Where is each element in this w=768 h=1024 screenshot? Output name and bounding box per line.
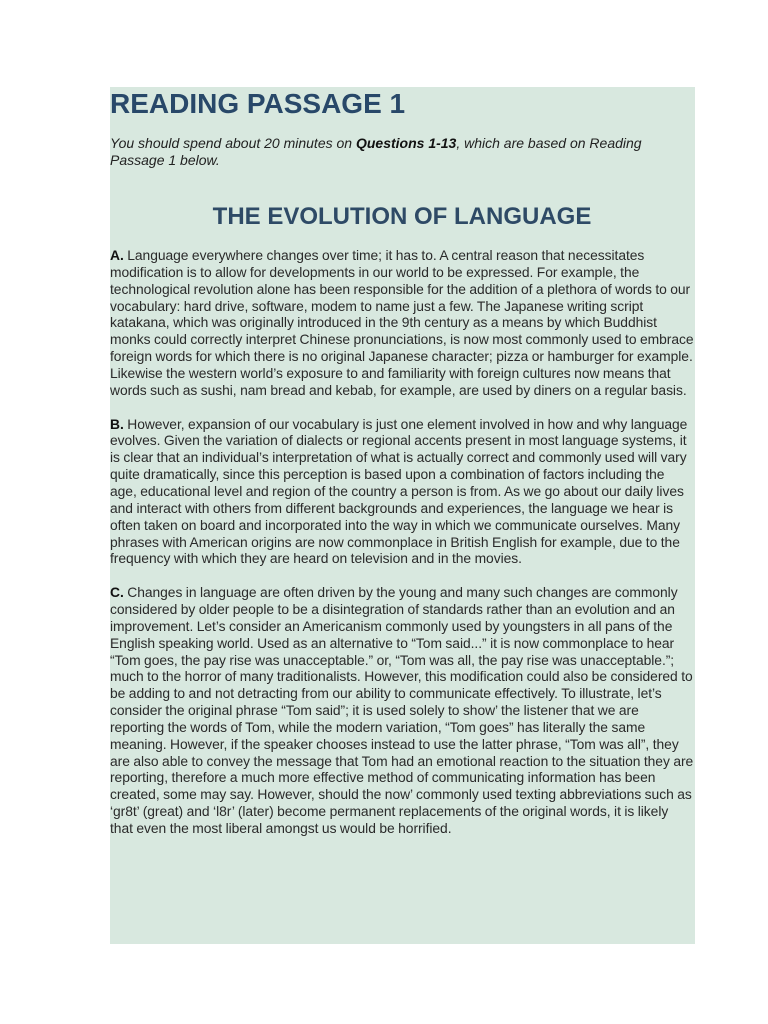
paragraph-text: However, expansion of our vocabulary is just one element involved in how and why language evolves. Given the variation of dialects or regional accents present in most language systems, it is clear that an individual’s interpretation of what is actually correct and commonly used will vary quite dramatically, since this perception is based upon a combination of factors including the age, educational level and region of the country a person is from. As we go about our daily lives and interact with others from different backgrounds and experiences, the language we hear is often taken on board and incorporated into the way in which we communicate ourselves. Many phrases with American origins are now commonplace in British English for example, due to the frequency with which they are heard on television and in the movies.	[110, 415, 688, 567]
paragraph-text: Changes in language are often driven by the young and many such changes are commonly considered by older people to be a disintegration of standards rather than an evolution and an improvement. Let’s consider an Americanism commonly used by youngsters in all pans of the English speaking world. Used as an alternative to “Tom said...” it is now commonplace to hear “Tom goes, the pay rise was unacceptable.” or, “Tom was all, the pay rise was unacceptable.”; much to the horror of many traditionalists. However, this modification could also be considered to be adding to and not detracting from our ability to communicate effectively. To illustrate, let’s consider the original phrase “Tom said”; it is used solely to show’ the listener that we are reporting the words of Tom, while the modern variation, “Tom goes” has literally the same meaning. However, if the speaker chooses instead to use the latter phrase, “Tom was all”, they are also able to convey the message that Tom had an emotional reaction to the situation they are reporting, therefore a much more effective method of communicating information has been created, some may say. However, should the now’ commonly used texting abbreviations such as ‘gr8t’ (great) and ‘l8r’ (later) become permanent replacements of the original words, it is likely that even the most liberal amongst us would be horrified.	[110, 584, 694, 836]
paragraph-letter: B.	[110, 415, 124, 432]
instructions	[110, 135, 694, 169]
questions-range: Questions 1-13	[355, 135, 457, 151]
paragraph-c	[110, 584, 694, 837]
paragraph-text: Language everywhere changes over time; it has to. A central reason that necessitates modification is to allow for developments in our world to be expressed. For example, the technological revolution alone has been responsible for the addition of a plethora of words to our vocabulary: hard drive, software, modem to name just a few. The Japanese writing script katakana, which was originally introduced in the 9th century as a means by which Buddhist monks could correctly interpret Chinese pronunciations, is now most commonly used to embrace foreign words for which there is no original Japanese character; pizza or hamburger for example. Likewise the western world’s exposure to and familiarity with foreign cultures now means that words such as sushi, nam bread and kebab, for example, are used by diners on a regular basis.	[110, 247, 694, 398]
instructions-lead: You should spend about 20 minutes on	[110, 135, 356, 151]
paragraph-letter: C.	[110, 584, 124, 601]
paragraph-letter: A.	[110, 247, 124, 263]
paragraph-b	[110, 416, 694, 568]
reading-passage-panel	[110, 87, 695, 944]
article-title: THE EVOLUTION OF LANGUAGE	[212, 203, 592, 230]
instructions-tail: , which are based on Reading Passage 1 below.	[110, 135, 642, 168]
page-title: READING PASSAGE 1	[110, 88, 406, 119]
paragraph-a	[110, 247, 694, 399]
